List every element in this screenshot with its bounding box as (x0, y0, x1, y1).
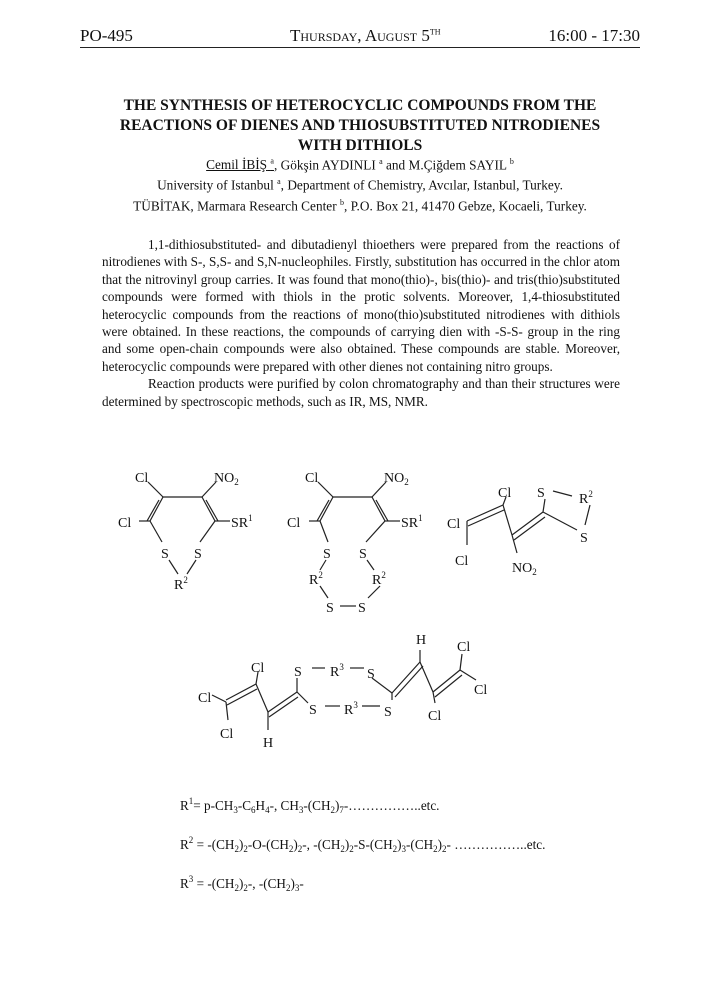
aff-text: TÜBİTAK, Marmara Research Center (133, 198, 340, 214)
formula-segment: - (299, 876, 304, 891)
atom-label: Cl (287, 516, 301, 531)
atom-label: Cl (474, 683, 488, 698)
atom-label: S (537, 486, 545, 501)
formula-segment: 2 (442, 844, 447, 854)
formula-segment: 2 (330, 805, 335, 815)
formula-segment: ) (397, 837, 402, 852)
atom-label: S (367, 667, 375, 682)
formula-segment: 4 (265, 805, 270, 815)
atom-label: $NO_2$ (512, 561, 537, 577)
formula-segment: H (255, 798, 266, 813)
atom-label: S (161, 547, 169, 562)
formula-segment: 2 (288, 844, 294, 854)
atom-label: Cl (198, 691, 212, 706)
formula-segment: = p-CH (193, 798, 234, 813)
atom-label: $R^2$ (309, 570, 323, 588)
formula-segment: 2 (340, 844, 345, 854)
formula-segment: 2 (243, 883, 248, 893)
atom-label: $R^2$ (372, 570, 386, 588)
atom-label: $R^2$ (174, 575, 188, 593)
atom-label: $R^3$ (344, 700, 358, 718)
formula-segment: -, -(CH (247, 876, 286, 891)
session-time: 16:00 - 17:30 (548, 26, 640, 45)
day-text: Thursday, August 5 (290, 26, 430, 45)
atom-label: S (309, 703, 317, 718)
formula-segment: R (180, 837, 189, 852)
atom-label: Cl (220, 727, 234, 742)
title-line: THE SYNTHESIS OF HETEROCYCLIC COMPOUNDS FROM THE (123, 97, 597, 114)
atom-label: S (384, 705, 392, 720)
formula-segment: 3 (294, 883, 300, 893)
formula-segment: ) (437, 837, 443, 852)
formula-segment: 2 (392, 844, 398, 854)
formula-segment: ) (293, 837, 298, 852)
session-code: PO-495 (80, 26, 133, 45)
formula-segment: = -(CH (193, 837, 235, 852)
r1-definition (180, 786, 545, 825)
r-group-definitions (180, 786, 545, 903)
formula-segment: ) (238, 876, 244, 891)
formula-segment: 1 (188, 796, 194, 806)
atom-label: $NO_2$ (214, 471, 239, 487)
atom-label: S (358, 601, 366, 616)
formula-segment: 2 (234, 883, 239, 893)
formula-segment: 2 (243, 844, 248, 854)
author-text: and M.Çiğdem SAYIL (382, 157, 510, 173)
day-sup: TH (429, 27, 441, 37)
affil-sup: a (277, 177, 281, 187)
aff-text: , Department of Chemistry, Avcılar, Istanbul, Turkey. (280, 177, 563, 193)
aff-text: , P.O. Box 21, 41470 Gebze, Kocaeli, Turkey. (343, 198, 587, 214)
structure-4 (198, 633, 487, 751)
aff-text: University of Istanbul (157, 177, 278, 193)
atom-label: H (416, 633, 427, 648)
atom-label: S (359, 547, 367, 562)
affil-sup: a (270, 157, 274, 166)
formula-segment: -, -(CH (302, 837, 341, 852)
atom-label: $SR^1$ (401, 513, 423, 531)
structure-3 (447, 486, 593, 577)
atom-label: S (326, 601, 334, 616)
formula-segment: 7 (339, 805, 344, 815)
atom-label: Cl (447, 517, 461, 532)
atom-label: H (263, 736, 274, 751)
formula-segment: -(CH (406, 837, 434, 852)
atom-label: S (194, 547, 202, 562)
abstract-paragraph: Reaction products were purified by colon chromatography and than their structures were determined by spectroscopic methods, such as IR, MS, NMR. (102, 376, 620, 409)
atom-label: $R^2$ (579, 489, 593, 507)
atom-label: $SR^1$ (231, 513, 253, 531)
presenting-author: Cemil İBİŞ (206, 157, 268, 173)
formula-segment: -……………..etc. (343, 798, 440, 813)
formula-segment: ) (290, 876, 295, 891)
affil-sup: a (379, 157, 383, 166)
atom-label: Cl (135, 471, 149, 486)
atom-label: Cl (305, 471, 319, 486)
formula-segment: = -(CH (193, 876, 235, 891)
formula-segment: ) (334, 798, 340, 813)
atom-label: Cl (455, 554, 469, 569)
r2-definition (180, 825, 545, 864)
atom-label: S (323, 547, 331, 562)
atom-label: Cl (118, 516, 132, 531)
formula-segment: -S-(CH (353, 837, 393, 852)
formula-segment: ) (238, 837, 244, 852)
formula-segment: 2 (433, 844, 438, 854)
formula-segment: -(CH (303, 798, 331, 813)
formula-segment: 3 (401, 844, 407, 854)
formula-segment: 3 (188, 874, 194, 884)
formula-segment: -O-(CH (247, 837, 289, 852)
formula-segment: -, CH (269, 798, 299, 813)
formula-segment: 2 (297, 844, 303, 854)
atom-label: Cl (457, 640, 471, 655)
atom-label: S (294, 665, 302, 680)
formula-segment: -C (237, 798, 252, 813)
formula-segment: 2 (234, 844, 239, 854)
atom-label: S (580, 531, 588, 546)
formula-segment: ) (344, 837, 350, 852)
atom-label: Cl (498, 486, 512, 501)
formula-segment: R (180, 798, 189, 813)
formula-segment: 3 (298, 805, 304, 815)
atom-label: Cl (428, 709, 442, 724)
title-line: WITH DITHIOLS (297, 137, 423, 154)
atom-label: Cl (251, 661, 265, 676)
formula-segment: - ……………..etc. (446, 837, 546, 852)
atom-label: $NO_2$ (384, 471, 409, 487)
r3-definition (180, 864, 545, 903)
formula-segment: 3 (233, 805, 238, 815)
formula-segment: 2 (349, 844, 354, 854)
formula-segment: 2 (188, 835, 194, 845)
formula-segment: R (180, 876, 189, 891)
formula-segment: 2 (285, 883, 291, 893)
formula-segment: 6 (251, 805, 256, 815)
structure-2 (287, 471, 423, 616)
structure-1 (118, 471, 253, 593)
affil-sup: b (509, 157, 514, 166)
abstract-paragraph: 1,1-dithiosubstituted- and dibutadienyl thioethers were prepared from the reactions of nitrodienes with S-, S,S- and S,N-nucleophiles. Firstly, substitution has occurred in the chlor atom that the nitrovinyl group carries. It was found that mono(thio)-, bis(thio)- and tris(thio)substituted compounds were formed with thiols in the protic solvents. Moreover, 1,4-thiosubstituted heterocyclic compounds from the reactions of mono(thio)substituted nitrodienes with dithiols were obtained. In these reactions, the compounds of carrying dien with -S-S- group in the ring and some open-chain compounds were also obtained. These compounds are stable. Moreover, heterocyclic compounds were prepared with other dienes not containing nitro groups. (102, 237, 620, 374)
affil-sup: b (339, 197, 344, 207)
author-text: , Gökşin AYDINLI (273, 157, 380, 173)
title-line: REACTIONS OF DIENES AND THIOSUBSTITUTED NITRODIENES (119, 117, 601, 134)
atom-label: $R^3$ (330, 662, 344, 680)
